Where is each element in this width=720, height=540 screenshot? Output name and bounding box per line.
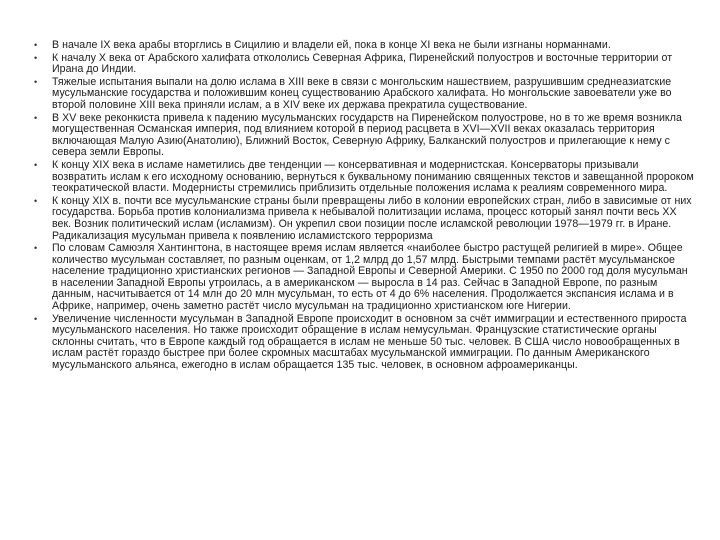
bullet-item — [34, 160, 694, 195]
bullet-item — [34, 314, 694, 372]
bullet-item — [34, 243, 694, 313]
bullet-text: Увеличение численности мусульман в Западной Европе происходит в основном за счёт иммиграции и естественного прироста мусульманского населения. Но также происходит обращение в ислам немусульман. Французские статистические органы склонны считать, что в Европе каждый год обращается в ислам не меньше 50 тыс. человек. В США число новообращенных в ислам растёт гораздо быстрее при более скромных масштабах мусульманской иммиграции. По данным Американского мусульманского альянса, ежегодно в ислам обращается 135 тыс. человек, в основном афроамериканцы. — [52, 312, 687, 372]
bullet-item — [34, 77, 694, 112]
bullet-marker-icon: • — [34, 40, 38, 50]
bullet-text: В XV веке реконкиста привела к падению мусульманских государств на Пиренейском полуострове, но в то же время возникла могущественная Османская империя, под влиянием которой в период расцвета в XVI—XVII веках оказалась территория включающая Малую Азию(Анатолию), Ближний Восток, Северную Африку, Балканский полуостров и прилегающие к нему с севера земли Европы. — [52, 111, 682, 159]
bullet-item — [34, 113, 694, 159]
bullet-item — [34, 40, 694, 52]
bullet-text: В начале IX века арабы вторглись в Сицилию и владели ей, пока в конце XI века не были изгнаны норманнами. — [52, 39, 611, 51]
bullet-item — [34, 196, 694, 242]
bullet-text: По словам Самюэля Хантингтона, в настоящее время ислам является «наиболее быстро растущей религией в мире». Общее количество мусульман составляет, по разным оценкам, от 1,2 млрд до 1,57 млрд. Быстрыми темпами растёт мусульманское население традиционно христианских регионов — Западной Европы и Северной Америки. С 1950 по 2000 год доля мусульман в населении Западной Европы утроилась, а в американском — выросла в 14 раз. Сейчас в Западной Европе, по разным данным, насчитывается от 14 млн до 20 млн мусульман, то есть от 4 до 6% населения. Продолжается экспансия ислама и в Африке, например, очень заметно растёт число мусульман на традиционно христианском юге Нигерии. — [52, 242, 688, 313]
bullet-item — [34, 53, 694, 76]
bullet-marker-icon: • — [34, 52, 38, 63]
bullet-marker-icon: • — [34, 313, 38, 324]
bullet-text: К началу X века от Арабского халифата откололись Северная Африка, Пиренейский полуостров и восточные территории от Ирана до Индии. — [52, 51, 673, 76]
bullet-list — [34, 40, 694, 373]
bullet-text: К концу XIX в. почти все мусульманские страны были превращены либо в колонии европейских стран, либо в зависимые от них государства. Борьба против колониализма привела к небывалой политизации ислама, процесс который занял почти весь XX век. Возник политический ислам (исламизм). Он укрепил свои позиции после исламской революции 1978—1979 гг. в Иране. Радикализация мусульман привела к появлению исламистского терроризма — [52, 194, 692, 242]
bullet-marker-icon: • — [34, 159, 38, 170]
bullet-marker-icon: • — [34, 76, 38, 87]
bullet-marker-icon: • — [34, 195, 38, 206]
bullet-marker-icon: • — [34, 112, 38, 123]
bullet-marker-icon: • — [34, 243, 38, 254]
bullet-text: Тяжелые испытания выпали на долю ислама в XIII веке в связи с монгольским нашествием, разрушившим среднеазиатские мусульманские государства и положившим конец существованию Арабского халифата. Но монгольские завоеватели уже во второй половине XIII века приняли ислам, а в XIV веке их держава прекратила существование. — [52, 75, 672, 111]
bullet-text: К концу XIX века в исламе наметились две тенденции — консервативная и модернистская. Консерваторы призывали возвратить ислам к его исходному основанию, вернуться к буквальному пониманию священных текстов и завещанной пророком теократической власти. Модернисты стремились приблизить отдельные положения ислама к реалиям современного мира. — [52, 158, 694, 195]
